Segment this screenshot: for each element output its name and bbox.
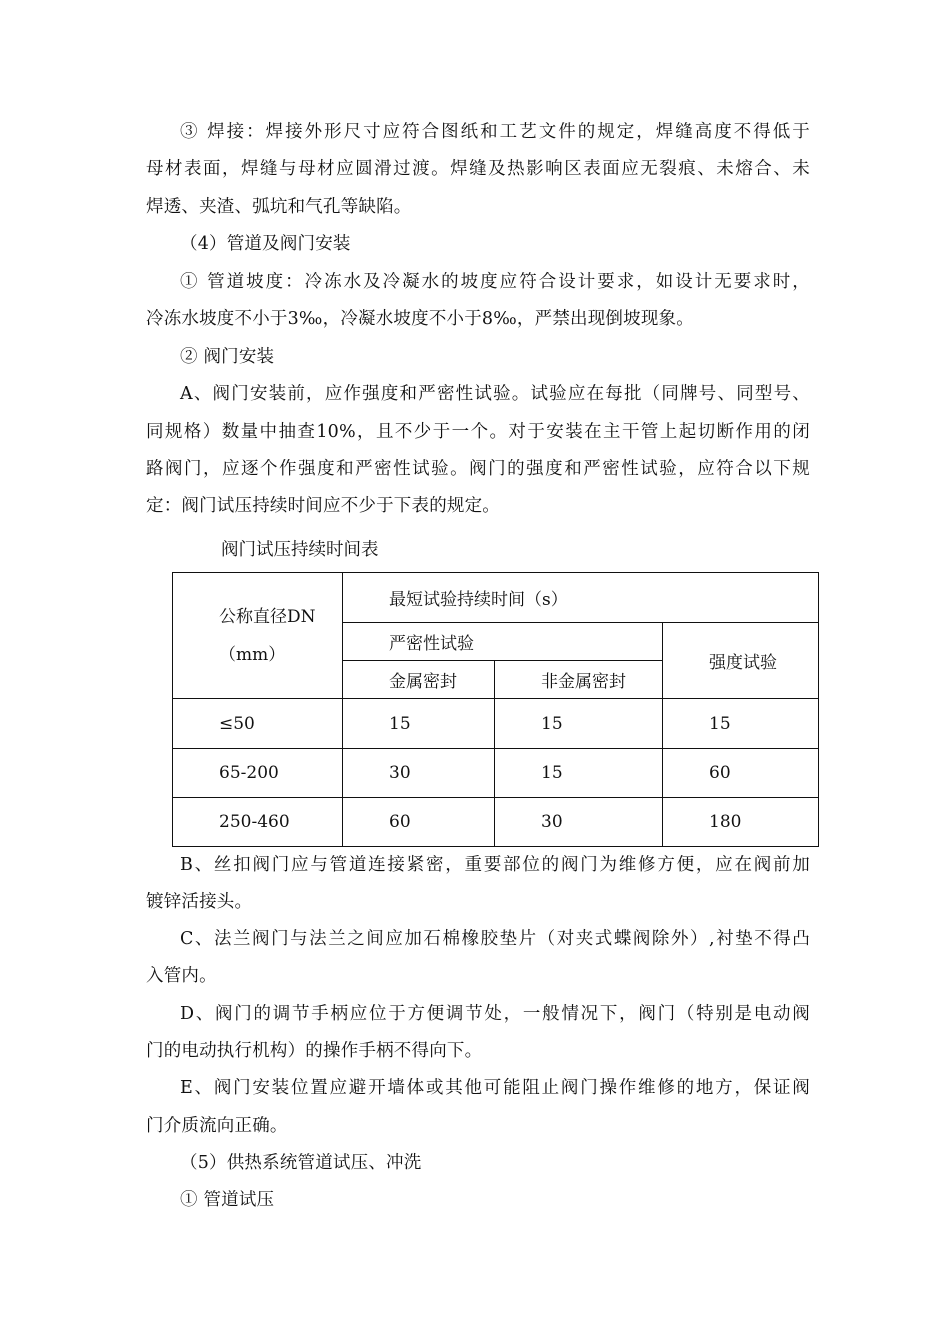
paragraph-line: 同规格）数量中抽查10%，且不少于一个。对于安装在主干管上起切断作用的闭	[146, 422, 810, 442]
paragraph-line: 入管内。	[146, 966, 217, 986]
cell-dn: ≤50	[173, 699, 343, 749]
paragraph-line: B、丝扣阀门应与管道连接紧密，重要部位的阀门为维修方便，应在阀前加	[180, 855, 810, 875]
section-heading: （5）供热系统管道试压、冲洗	[180, 1153, 422, 1173]
paragraph-line: 路阀门，应逐个作强度和严密性试验。阀门的强度和严密性试验，应符合以下规	[146, 459, 810, 479]
header-time-cell: 最短试验持续时间（s）	[343, 573, 819, 623]
sub-heading: ② 阀门安装	[180, 347, 275, 367]
paragraph-line: 门介质流向正确。	[146, 1116, 288, 1136]
cell-metal: 30	[343, 749, 495, 798]
header-dn-cell	[173, 573, 343, 699]
header-metal-cell: 金属密封	[343, 661, 495, 699]
cell-metal: 60	[343, 798, 495, 847]
paragraph-line: C、法兰阀门与法兰之间应加石棉橡胶垫片（对夹式蝶阀除外）,衬垫不得凸	[180, 929, 810, 949]
header-tightness-cell: 严密性试验	[343, 623, 663, 661]
paragraph-line: A、阀门安装前，应作强度和严密性试验。试验应在每批（同牌号、同型号、	[180, 384, 810, 404]
cell-strength: 15	[663, 699, 819, 749]
header-dn-unit: （mm）	[219, 644, 286, 665]
section-heading: （4）管道及阀门安装	[180, 234, 351, 254]
header-strength-cell: 强度试验	[663, 623, 819, 699]
paragraph-line: ③ 焊接：焊接外形尺寸应符合图纸和工艺文件的规定，焊缝高度不得低于	[180, 122, 810, 142]
paragraph-line: 焊透、夹渣、弧坑和气孔等缺陷。	[146, 197, 412, 217]
table-caption: 阀门试压持续时间表	[221, 540, 379, 560]
valve-test-table	[172, 572, 819, 847]
cell-metal: 15	[343, 699, 495, 749]
paragraph-line: 冷冻水坡度不小于3‰，冷凝水坡度不小于8‰，严禁出现倒坡现象。	[146, 309, 694, 329]
paragraph-line: ① 管道坡度：冷冻水及冷凝水的坡度应符合设计要求，如设计无要求时，	[180, 272, 810, 292]
table-row	[173, 749, 819, 798]
header-dn-label: 公称直径DN	[219, 606, 316, 627]
cell-nonmetal: 15	[495, 699, 663, 749]
cell-strength: 60	[663, 749, 819, 798]
paragraph-line: 定：阀门试压持续时间应不少于下表的规定。	[146, 496, 500, 516]
cell-nonmetal: 15	[495, 749, 663, 798]
cell-dn: 250-460	[173, 798, 343, 847]
cell-nonmetal: 30	[495, 798, 663, 847]
header-nonmetal-cell: 非金属密封	[495, 661, 663, 699]
table-row	[173, 798, 819, 847]
paragraph-line: E、阀门安装位置应避开墙体或其他可能阻止阀门操作维修的地方，保证阀	[180, 1078, 810, 1098]
paragraph-line: 母材表面，焊缝与母材应圆滑过渡。焊缝及热影响区表面应无裂痕、未熔合、未	[146, 159, 810, 179]
table-row	[173, 699, 819, 749]
cell-strength: 180	[663, 798, 819, 847]
paragraph-line: 镀锌活接头。	[146, 892, 253, 912]
sub-heading: ① 管道试压	[180, 1190, 275, 1210]
cell-dn: 65-200	[173, 749, 343, 798]
paragraph-line: 门的电动执行机构）的操作手柄不得向下。	[146, 1041, 483, 1061]
paragraph-line: D、阀门的调节手柄应位于方便调节处，一般情况下，阀门（特别是电动阀	[180, 1004, 810, 1024]
